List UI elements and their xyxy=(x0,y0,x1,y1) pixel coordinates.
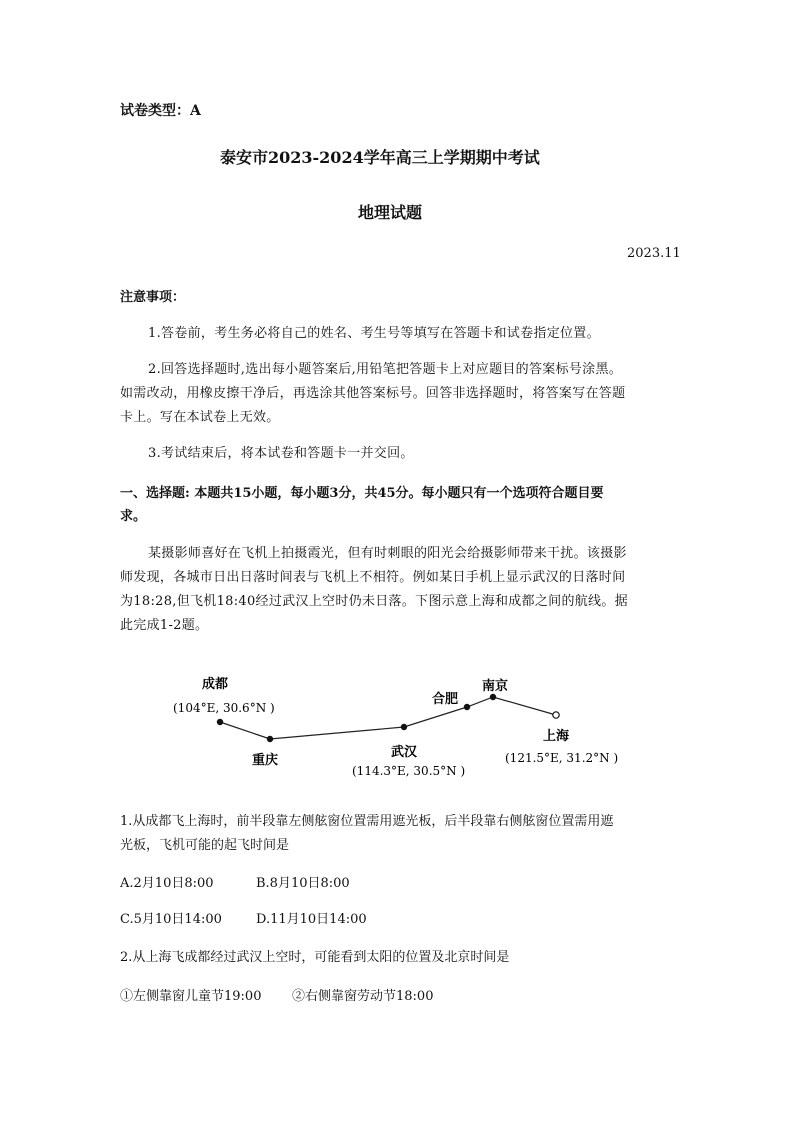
q1-option-d: D.11月10日14:00 xyxy=(256,912,367,927)
wuhan-dot xyxy=(401,724,407,730)
paper-type: 试卷类型：A xyxy=(120,103,201,119)
chongqing-label: 重庆 xyxy=(252,753,279,768)
q1-stem: 1.从成都飞上海时，前半段靠左侧舷窗位置需用遮光板，后半段靠右侧舷窗位置需用遮 xyxy=(120,814,614,829)
passage-line: 师发现，各城市日出日落时间表与飞机上不相符。例如某日手机上显示武汉的日落时间 xyxy=(120,570,626,585)
chongqing-dot xyxy=(267,736,273,742)
exam-date: 2023.11 xyxy=(627,246,681,261)
chengdu-coord: (104°E, 30.6°N ) xyxy=(173,701,275,715)
q1-option-c: C.5月10日14:00 xyxy=(120,912,222,927)
passage-line: 此完成1-2题。 xyxy=(120,618,209,633)
q1-option-a: A.2月10日8:00 xyxy=(120,876,214,891)
q1-option-b: B.8月10日8:00 xyxy=(256,876,350,891)
passage-line: 某摄影师喜好在飞机上拍摄霞光，但有时刺眼的阳光会给摄影师带来干扰。该摄影 xyxy=(148,546,627,561)
passage-line: 为18:28,但飞机18:40经过武汉上空时仍未日落。下图示意上海和成都之间的航线。据 xyxy=(120,594,628,609)
notice-item: 1.答卷前，考生务必将自己的姓名、考生号等填写在答题卡和试卷指定位置。 xyxy=(148,326,600,341)
notice-item: 3.考试结束后，将本试卷和答题卡一并交回。 xyxy=(148,446,414,461)
q1-stem-cont: 光板，飞机可能的起飞时间是 xyxy=(120,838,290,853)
q2-stem: 2.从上海飞成都经过武汉上空时，可能看到太阳的位置及北京时间是 xyxy=(120,950,510,965)
shanghai-coord: (121.5°E, 31.2°N ) xyxy=(505,751,619,765)
nanjing-dot xyxy=(490,694,496,700)
wuhan-label: 武汉 xyxy=(391,745,418,760)
shanghai-dot xyxy=(553,712,559,718)
nanjing-label: 南京 xyxy=(482,679,509,694)
exam-title: 泰安市2023-2024学年高三上学期期中考试 xyxy=(220,148,540,167)
shanghai-label: 上海 xyxy=(543,729,570,744)
section-heading: 一、选择题: 本题共15小题，每小题3分，共45分。每小题只有一个选项符合题目要 xyxy=(120,486,604,501)
notice-item: 卡上。写在本试卷上无效。 xyxy=(120,410,280,425)
notice-heading: 注意事项： xyxy=(120,290,186,305)
notice-item: 如需改动，用橡皮擦干净后，再选涂其他答案标号。回答非选择题时，将答案写在答题 xyxy=(120,386,626,401)
hefei-label: 合肥 xyxy=(432,692,459,707)
section-heading-cont: 求。 xyxy=(120,509,147,524)
q2-choice-2: ②右侧靠窗劳动节18:00 xyxy=(292,989,434,1004)
hefei-dot xyxy=(464,704,470,710)
notice-item: 2.回答选择题时,选出每小题答案后,用铅笔把答题卡上对应题目的答案标号涂黑。 xyxy=(148,362,623,377)
subject-title: 地理试题 xyxy=(358,203,423,222)
q2-choice-1: ①左侧靠窗儿童节19:00 xyxy=(120,989,262,1004)
chengdu-label: 成都 xyxy=(202,677,229,692)
wuhan-coord: (114.3°E, 30.5°N ) xyxy=(352,764,466,778)
chengdu-dot xyxy=(217,719,223,725)
